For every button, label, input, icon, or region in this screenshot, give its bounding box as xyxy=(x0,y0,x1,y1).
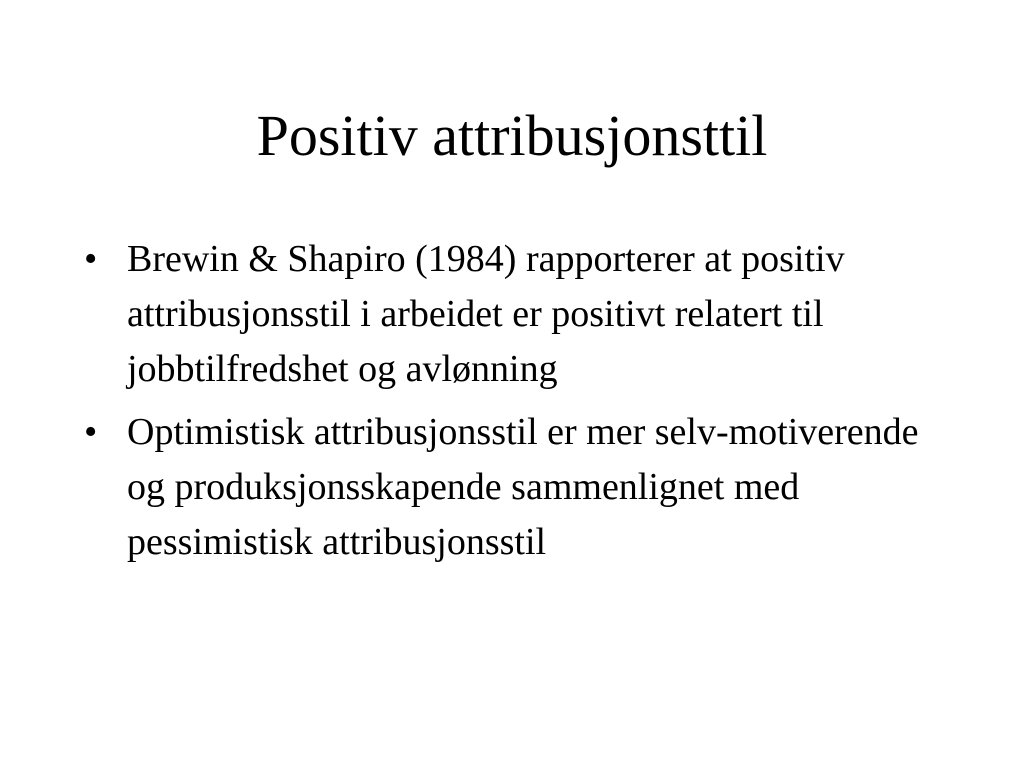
bullet-point-icon: • xyxy=(84,411,98,453)
bullet-text-2: Optimistisk attribusjonsstil er mer selv-motiverende og produksjonsskapende sammenlignet med pessimistisk attribusjonsstil xyxy=(127,411,919,563)
bullet-point-icon: • xyxy=(84,238,98,280)
slide-title: Positiv attribusjonsttil xyxy=(256,103,768,168)
bullet-list xyxy=(84,232,944,578)
bullet-text-1: Brewin & Shapiro (1984) rapporterer at positiv attribusjonsstil i arbeidet er positivt relatert til jobbtilfredshet og avlønning xyxy=(127,238,845,390)
bullet-item-2 xyxy=(84,405,944,570)
bullet-item-1 xyxy=(84,232,944,397)
